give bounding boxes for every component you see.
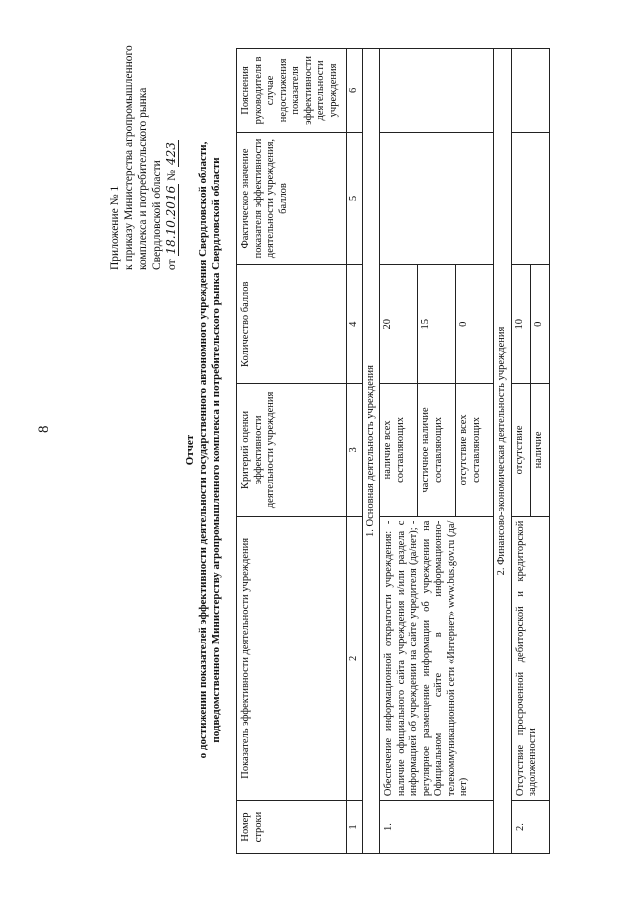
points-cell bbox=[380, 265, 494, 384]
table-row bbox=[511, 49, 549, 854]
row-number: 1. bbox=[380, 801, 494, 854]
handwritten-date: 18.10.2016 bbox=[164, 185, 178, 255]
indicators-table bbox=[236, 48, 550, 854]
column-number: 1 bbox=[347, 801, 363, 854]
criteria-list bbox=[380, 384, 493, 515]
header-cell: Критерий оценки эффективности деятельности учреждения bbox=[237, 384, 347, 516]
appendix-line: Приложение № 1 bbox=[109, 185, 121, 270]
criterion: частичное наличие составляющих bbox=[418, 384, 456, 515]
header-cell: Количество баллов bbox=[237, 265, 347, 384]
title-line: о достижении показателей эффективности деятельности государственного автономного учреждения Свердловской области, bbox=[197, 141, 209, 759]
points-value: 10 bbox=[512, 265, 531, 383]
appendix-line: комплекса и потребительского рынка bbox=[137, 87, 149, 270]
section-title: 2. Финансово-экономическая деятельность учреждения bbox=[494, 49, 512, 854]
criteria-cell bbox=[511, 384, 549, 516]
page-number: 8 bbox=[36, 425, 52, 433]
criterion: наличие bbox=[532, 431, 544, 469]
column-number: 6 bbox=[347, 49, 363, 133]
column-number: 2 bbox=[347, 516, 363, 801]
column-number-row bbox=[347, 49, 363, 854]
criterion: наличие всех составляющих bbox=[380, 384, 418, 515]
points-cell bbox=[511, 265, 549, 384]
points-value: 0 bbox=[458, 321, 469, 327]
points-list bbox=[512, 265, 549, 383]
actual-value-cell bbox=[511, 132, 549, 264]
date-prefix: от bbox=[166, 259, 178, 270]
rotated-document bbox=[10, 10, 610, 890]
indicator-cell: Обеспечение информационной открытости учреждения: - наличие официального сайта учреждения и/или раздела с информацией об учреждении на сайте учредителя (да/нет); - регулярное размещение информации об учреждении на Официальном сайте в информационно-телекоммуникационной сети «Интернет» www.bus.gov.ru (да/нет) bbox=[380, 516, 494, 801]
section-title: 1. Основная деятельность учреждения bbox=[362, 49, 380, 854]
criterion: отсутствие bbox=[512, 384, 531, 515]
points-value: 0 bbox=[532, 321, 544, 327]
criteria-cell bbox=[380, 384, 494, 516]
criterion: отсутствие всех составляющих bbox=[458, 414, 482, 486]
table-row bbox=[380, 49, 494, 854]
indicator-cell: Отсутствие просроченной дебиторской и кредиторской задолженности bbox=[511, 516, 549, 801]
handwritten-number: 423 bbox=[164, 142, 178, 166]
column-number: 5 bbox=[347, 132, 363, 264]
header-cell: Номер строки bbox=[237, 801, 347, 854]
points-list bbox=[380, 265, 493, 383]
appendix-line: к приказу Министерства агропромышленного bbox=[123, 45, 135, 270]
points-value: 20 bbox=[380, 265, 418, 383]
header-cell: Пояснения руководителя в случае недостижения показателя эффективности деятельности учреждения bbox=[237, 49, 347, 133]
section-row bbox=[362, 49, 380, 854]
row-number: 2. bbox=[511, 801, 549, 854]
explanation-cell bbox=[380, 49, 494, 133]
section-row bbox=[494, 49, 512, 854]
criteria-list bbox=[512, 384, 549, 515]
appendix-block bbox=[108, 10, 179, 270]
appendix-line: Свердловской области bbox=[151, 160, 163, 270]
explanation-cell bbox=[511, 49, 549, 133]
actual-value-cell bbox=[380, 132, 494, 264]
title-line: Отчет bbox=[184, 434, 196, 466]
header-row bbox=[237, 49, 347, 854]
header-cell: Фактическое значение показателя эффективности деятельности учреждения, баллов bbox=[237, 132, 347, 264]
column-number: 3 bbox=[347, 384, 363, 516]
appendix-date-line bbox=[164, 10, 179, 270]
title-line: подведомственного Министерству агропромышленного комплекса и потребительского рынка Свердловской области bbox=[210, 157, 222, 743]
number-prefix: № bbox=[166, 169, 178, 181]
header-cell: Показатель эффективности деятельности учреждения bbox=[237, 516, 347, 801]
points-value: 15 bbox=[418, 265, 456, 383]
column-number: 4 bbox=[347, 265, 363, 384]
report-title bbox=[184, 30, 223, 870]
